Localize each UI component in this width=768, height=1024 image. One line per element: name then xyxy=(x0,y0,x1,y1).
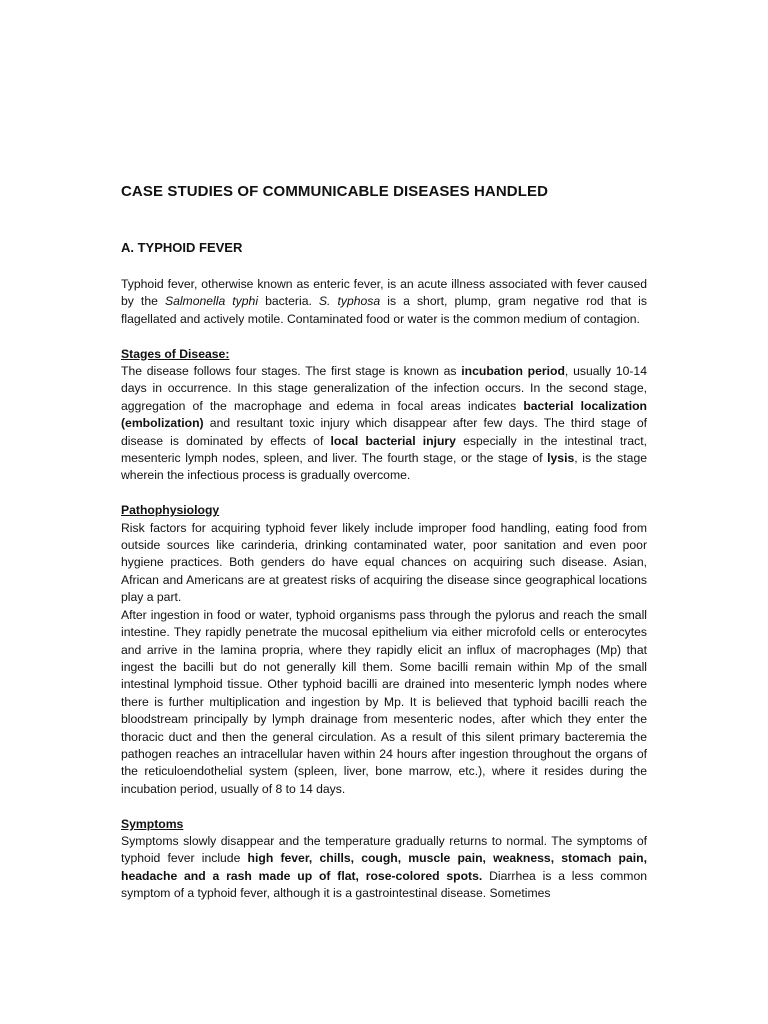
stages-text-1: The disease follows four stages. The first stage is known as xyxy=(121,364,462,379)
stages-heading: Stages of Disease: xyxy=(121,346,230,361)
s-typhosa-term: S. typhosa xyxy=(318,294,381,309)
document-body xyxy=(121,276,647,903)
pathophysiology-paragraph-1: Risk factors for acquiring typhoid fever likely include improper food handling, eating food from outside sources like carinderia, drinking contaminated water, poor sanitation and even poor hygiene practices. Both genders do have equal chances on acquiring such disease. Asian, African and Americans are at greatest risks of acquiring the disease since geographical locations play a part. xyxy=(121,520,647,605)
pathophysiology-heading: Pathophysiology xyxy=(121,503,220,518)
intro-text-3: is a short, plump, gram negative rod that is flagellated and actively motile. Contaminated food or water is the common medium of contagion. xyxy=(121,294,647,326)
intro-paragraph xyxy=(121,276,647,328)
stages-bold-local-injury: local bacterial injury xyxy=(330,433,456,448)
symptoms-text-1: Symptoms slowly disappear and the temperature gradually returns to normal. The symptoms of typhoid fever include xyxy=(121,833,647,866)
document-title: CASE STUDIES OF COMMUNICABLE DISEASES HANDLED xyxy=(121,183,549,200)
stages-bold-lysis: lysis xyxy=(547,451,575,466)
intro-text-2: bacteria. xyxy=(258,294,319,309)
section-heading-typhoid-fever: A. TYPHOID FEVER xyxy=(121,240,243,255)
stages-text-2: , usually 10-14 days in occurrence. In this stage generalization of the infection occurs. In the second stage, aggregation of the macrophage and edema in focal areas indicates xyxy=(121,364,647,413)
stages-bold-incubation: incubation period xyxy=(461,364,565,379)
symptoms-paragraph xyxy=(121,833,647,903)
salmonella-typhi-term: Salmonella typhi xyxy=(164,294,259,309)
pathophysiology-paragraph-2: After ingestion in food or water, typhoid organisms pass through the pylorus and reach the small intestine. They rapidly penetrate the mucosal epithelium via either microfold cells or enterocytes and arrive in the lamina propria, where they rapidly elicit an influx of macrophages (Mp) that ingest the bacilli but do not generally kill them. Some bacilli remain within Mp of the small intestinal lymphoid tissue. Other typhoid bacilli are drained into mesenteric lymph nodes where there is further multiplication and ingestion by Mp. It is believed that typhoid bacilli reach the bloodstream principally by lymph drainage from mesenteric nodes, after which they enter the thoracic duct and then the general circulation. As a result of this silent primary bacteremia the pathogen reaches an intracellular haven within 24 hours after ingestion throughout the organs of the reticuloendothelial system (spleen, liver, bone marrow, etc.), where it resides during the incubation period, usually of 8 to 14 days. xyxy=(121,607,647,796)
stages-bold-localization: bacterial localization (embolization) xyxy=(121,398,647,431)
stages-paragraph xyxy=(121,363,647,485)
stages-text-5: , is the stage wherein the infectious process is gradually overcome. xyxy=(121,451,647,483)
stages-text-3: and resultant toxic injury which disappear after few days. The third stage of disease is dominated by effects of xyxy=(121,416,647,448)
symptoms-bold-list: high fever, chills, cough, muscle pain, weakness, stomach pain, headache and a rash made up of flat, rose-colored spots. xyxy=(121,851,647,883)
stages-text-4: especially in the intestinal tract, mesenteric lymph nodes, spleen, and liver. The fourth stage, or the stage of xyxy=(121,433,647,466)
symptoms-text-2: Diarrhea is a less common symptom of a typhoid fever, although it is a gastrointestinal disease. Sometimes xyxy=(121,868,648,901)
symptoms-heading: Symptoms xyxy=(121,816,184,831)
intro-text-1: Typhoid fever, otherwise known as enteric fever, is an acute illness associated with fever caused by the xyxy=(121,277,647,309)
